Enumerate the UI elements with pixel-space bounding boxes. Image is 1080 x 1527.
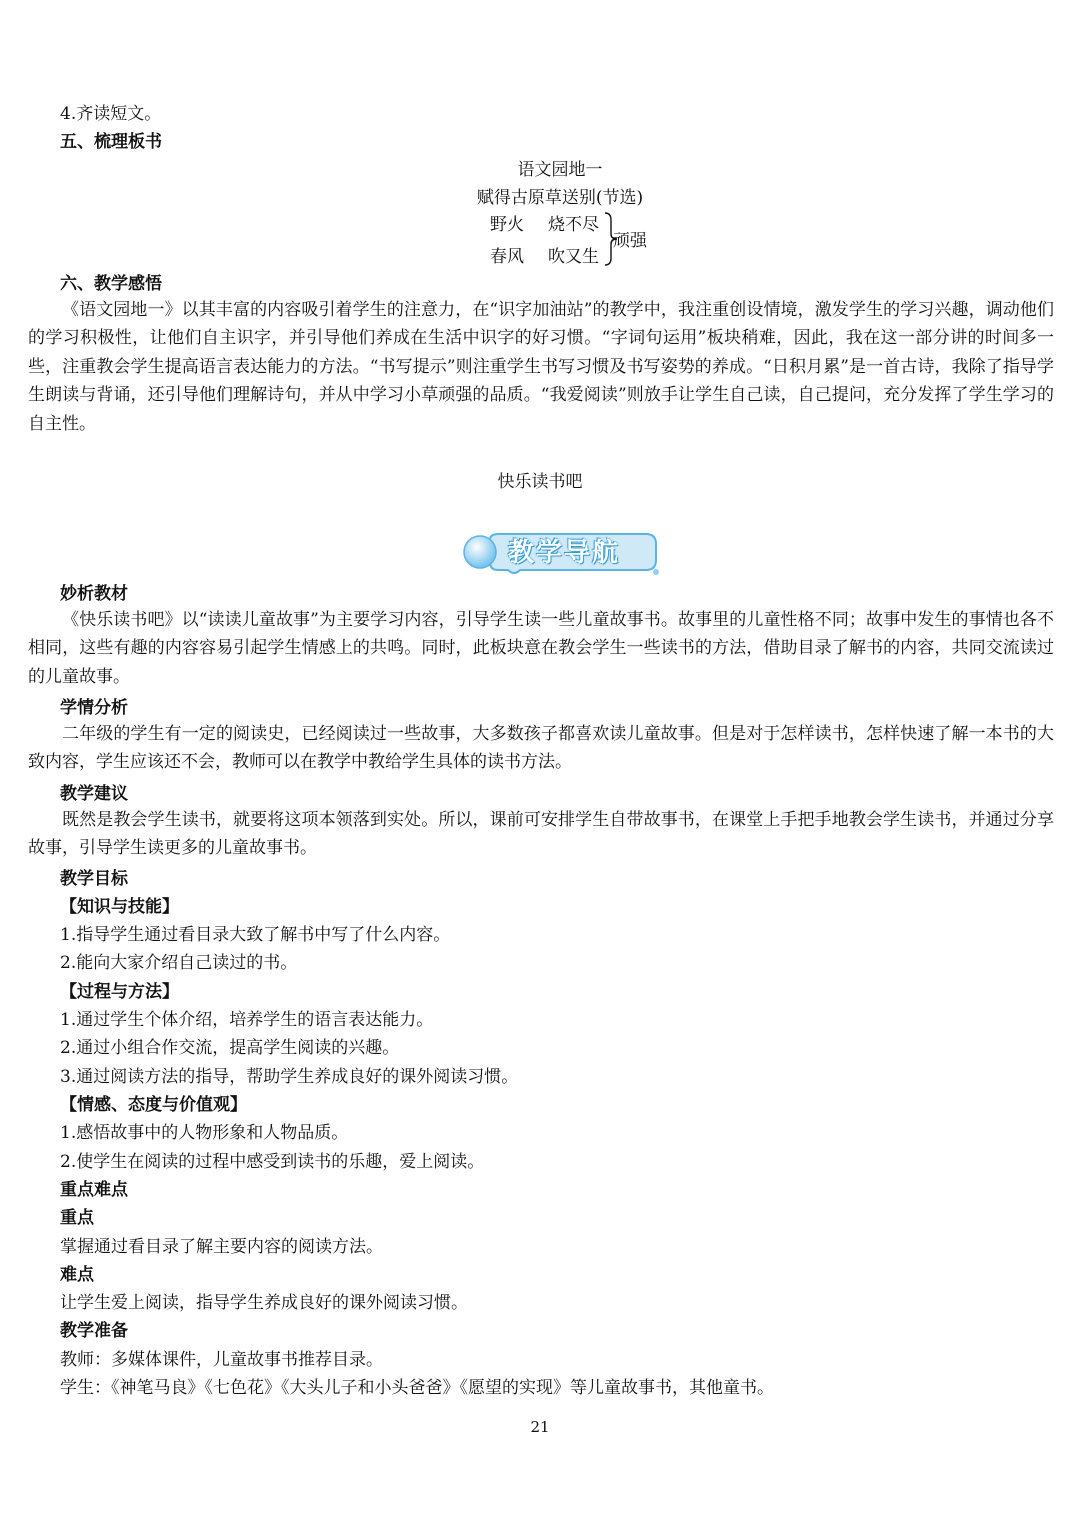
difficult-point-text: 让学生爱上阅读，指导学生养成良好的课外阅读习惯。 [60, 1293, 468, 1313]
badge-label: 教学导航 [508, 538, 621, 568]
emotion-item-2: 2.使学生在阅读的过程中感受到读书的乐趣，爱上阅读。 [60, 1152, 485, 1172]
page-number: 21 [530, 1418, 550, 1436]
teaching-suggestion-paragraph: 既然是教会学生读书，就要将这项本领落到实处。所以，课前可安排学生自带故事书，在课堂上手把手地教会学生读书，并通过分享故事，引导学生读更多的儿童故事书。 [28, 810, 1054, 859]
heading-key-difficult: 重点难点 [60, 1180, 128, 1200]
board-title: 语文园地一 [517, 160, 603, 180]
heading-difficult-point: 难点 [60, 1265, 94, 1285]
board-row-2-right: 吹又生 [548, 247, 599, 267]
heading-teaching-suggestion: 教学建议 [60, 784, 128, 804]
heading-teaching-goals: 教学目标 [60, 869, 128, 889]
preparation-student: 学生：《神笔马良》《七色花》《大头儿子和小头爸爸》《愿望的实现》等儿童故事书，其他童书。 [60, 1378, 774, 1398]
heading-student-analysis: 学情分析 [60, 698, 128, 718]
board-poem-title: 赋得古原草送别(节选) [476, 188, 644, 208]
heading-knowledge-skills: 【知识与技能】 [60, 897, 179, 917]
heading-board-summary: 五、梳理板书 [60, 132, 162, 152]
heading-key-point: 重点 [60, 1208, 94, 1228]
process-item-1: 1.通过学生个体介绍，培养学生的语言表达能力。 [60, 1010, 434, 1030]
knowledge-item-1: 1.指导学生通过看目录大致了解书中写了什么内容。 [60, 925, 451, 945]
board-row-1-right: 烧不尽 [548, 215, 599, 235]
heading-reflection: 六、教学感悟 [60, 274, 162, 294]
step-4: 4.齐读短文。 [60, 104, 162, 124]
student-analysis-paragraph: 二年级的学生有一定的阅读史，已经阅读过一些故事，大多数孩子都喜欢读儿童故事。但是对于怎样读书，怎样快速了解一本书的大致内容，学生应该还不会，教师可以在教学中教给学生具体的读书方法。 [28, 724, 1054, 773]
heading-analysis-textbook: 妙析教材 [60, 584, 128, 604]
process-item-2: 2.通过小组合作交流，提高学生阅读的兴趣。 [60, 1038, 400, 1058]
key-point-text: 掌握通过看目录了解主要内容的阅读方法。 [60, 1237, 383, 1257]
knowledge-item-2: 2.能向大家介绍自己读过的书。 [60, 953, 298, 973]
heading-teaching-preparation: 教学准备 [60, 1321, 128, 1341]
section-title: 快乐读书吧 [497, 472, 583, 492]
preparation-teacher: 教师：多媒体课件，儿童故事书推荐目录。 [60, 1350, 383, 1370]
board-row-1-left: 野火 [490, 215, 524, 235]
board-conclusion: 顽强 [613, 231, 647, 251]
process-item-3: 3.通过阅读方法的指导，帮助学生养成良好的课外阅读习惯。 [60, 1067, 519, 1087]
textbook-analysis-paragraph: 《快乐读书吧》以“读读儿童故事”为主要学习内容，引导学生读一些儿童故事书。故事里的儿童性格不同；故事中发生的事情也各不相同，这些有趣的内容容易引起学生情感上的共鸣。同时，此板块意在教会学生一些读书的方法，借助目录了解书的内容，共同交流读过的儿童故事。 [28, 610, 1054, 687]
heading-process-methods: 【过程与方法】 [60, 982, 179, 1002]
reflection-paragraph: 《语文园地一》以其丰富的内容吸引着学生的注意力，在“识字加油站”的教学中，我注重创设情境，激发学生的学习兴趣，调动他们的学习积极性，让他们自主识字，并引导他们养成在生活中识字的好习惯。“字词句运用”板块稍难，因此，我在这一部分讲的时间多一些，注重教会学生提高语言表达能力的方法。“书写提示”则注重学生书写习惯及书写姿势的养成。“日积月累”是一首古诗，我除了指导学生朗读与背诵，还引导他们理解诗句，并从中学习小草顽强的品质。“我爱阅读”则放手让学生自己读，自己提问，充分发挥了学生学习的自主性。 [28, 300, 1054, 434]
heading-emotion-values: 【情感、态度与价值观】 [60, 1095, 247, 1115]
emotion-item-1: 1.感悟故事中的人物形象和人物品质。 [60, 1123, 349, 1143]
board-row-2-left: 春风 [490, 247, 524, 267]
